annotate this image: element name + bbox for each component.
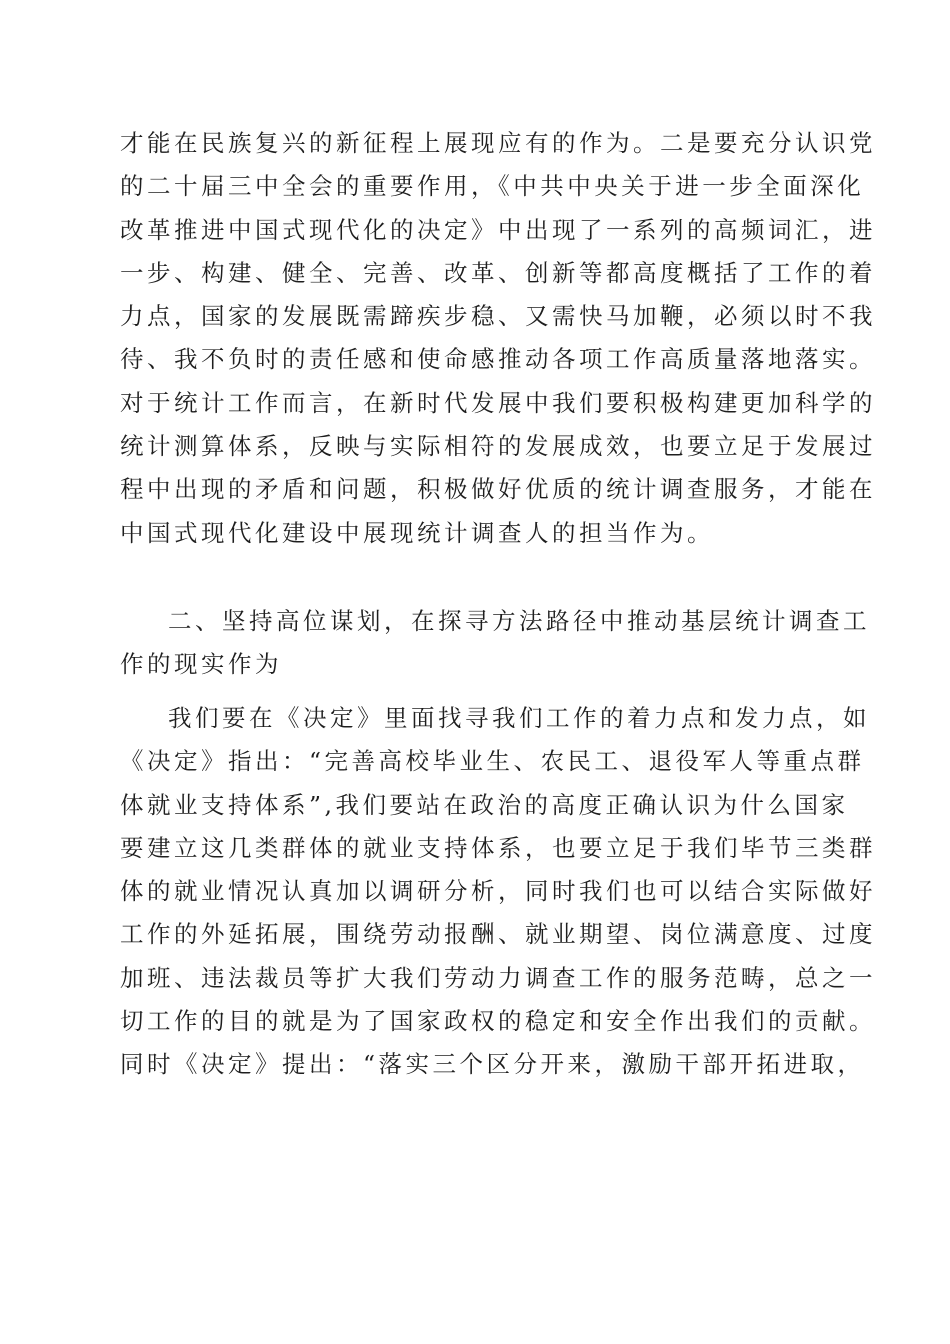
paragraph-line: 要建立这几类群体的就业支持体系，也要立足于我们毕节三类群 (120, 833, 876, 862)
paragraph-line: 待、我不负时的责任感和使命感推动各项工作高质量落地落实。 (120, 345, 876, 374)
paragraph-line: 中国式现代化建设中展现统计调查人的担当作为。 (120, 518, 714, 547)
paragraph-line: 力点，国家的发展既需蹄疾步稳、又需快马加鞭，必须以时不我 (120, 302, 876, 331)
paragraph-line: 的二十届三中全会的重要作用，《中共中央关于进一步全面深化 (120, 172, 865, 201)
paragraph-line: 一步、构建、健全、完善、改革、创新等都高度概括了工作的着 (120, 258, 876, 287)
paragraph-line: 我们要在《决定》里面找寻我们工作的着力点和发力点，如 (168, 704, 870, 732)
continuation-paragraph (120, 122, 876, 555)
paragraph-line: 程中出现的矛盾和问题，积极做好优质的统计调查服务，才能在 (120, 475, 876, 504)
section-heading (120, 600, 870, 687)
paragraph-line: 对于统计工作而言，在新时代发展中我们要积极构建更加科学的 (120, 388, 876, 417)
paragraph-line: 统计测算体系，反映与实际相符的发展成效，也要立足于发展过 (120, 432, 876, 461)
paragraph-line: 才能在民族复兴的新征程上展现应有的作为。二是要充分认识党 (120, 129, 876, 157)
paragraph-line: 体的就业情况认真加以调研分析，同时我们也可以结合实际做好 (120, 877, 876, 906)
paragraph-line: 切工作的目的就是为了国家政权的稳定和安全作出我们的贡献。 (120, 1007, 876, 1036)
heading-line: 作的现实作为 (120, 650, 282, 679)
heading-line: 二、坚持高位谋划，在探寻方法路径中推动基层统计调查工 (168, 607, 870, 635)
paragraph-line: 体就业支持体系”,我们要站在政治的高度正确认识为什么国家 (120, 790, 849, 819)
paragraph-line: 工作的外延拓展，围绕劳动报酬、就业期望、岗位满意度、过度 (120, 920, 876, 949)
paragraph-line: 同时《决定》提出：“落实三个区分开来，激励干部开拓进取， (120, 1050, 865, 1079)
body-paragraph (120, 697, 876, 1087)
paragraph-line: 《决定》指出：“完善高校毕业生、农民工、退役军人等重点群 (120, 747, 865, 776)
paragraph-line: 加班、违法裁员等扩大我们劳动力调查工作的服务范畴，总之一 (120, 963, 876, 992)
paragraph-line: 改革推进中国式现代化的决定》中出现了一系列的高频词汇，进 (120, 215, 876, 244)
